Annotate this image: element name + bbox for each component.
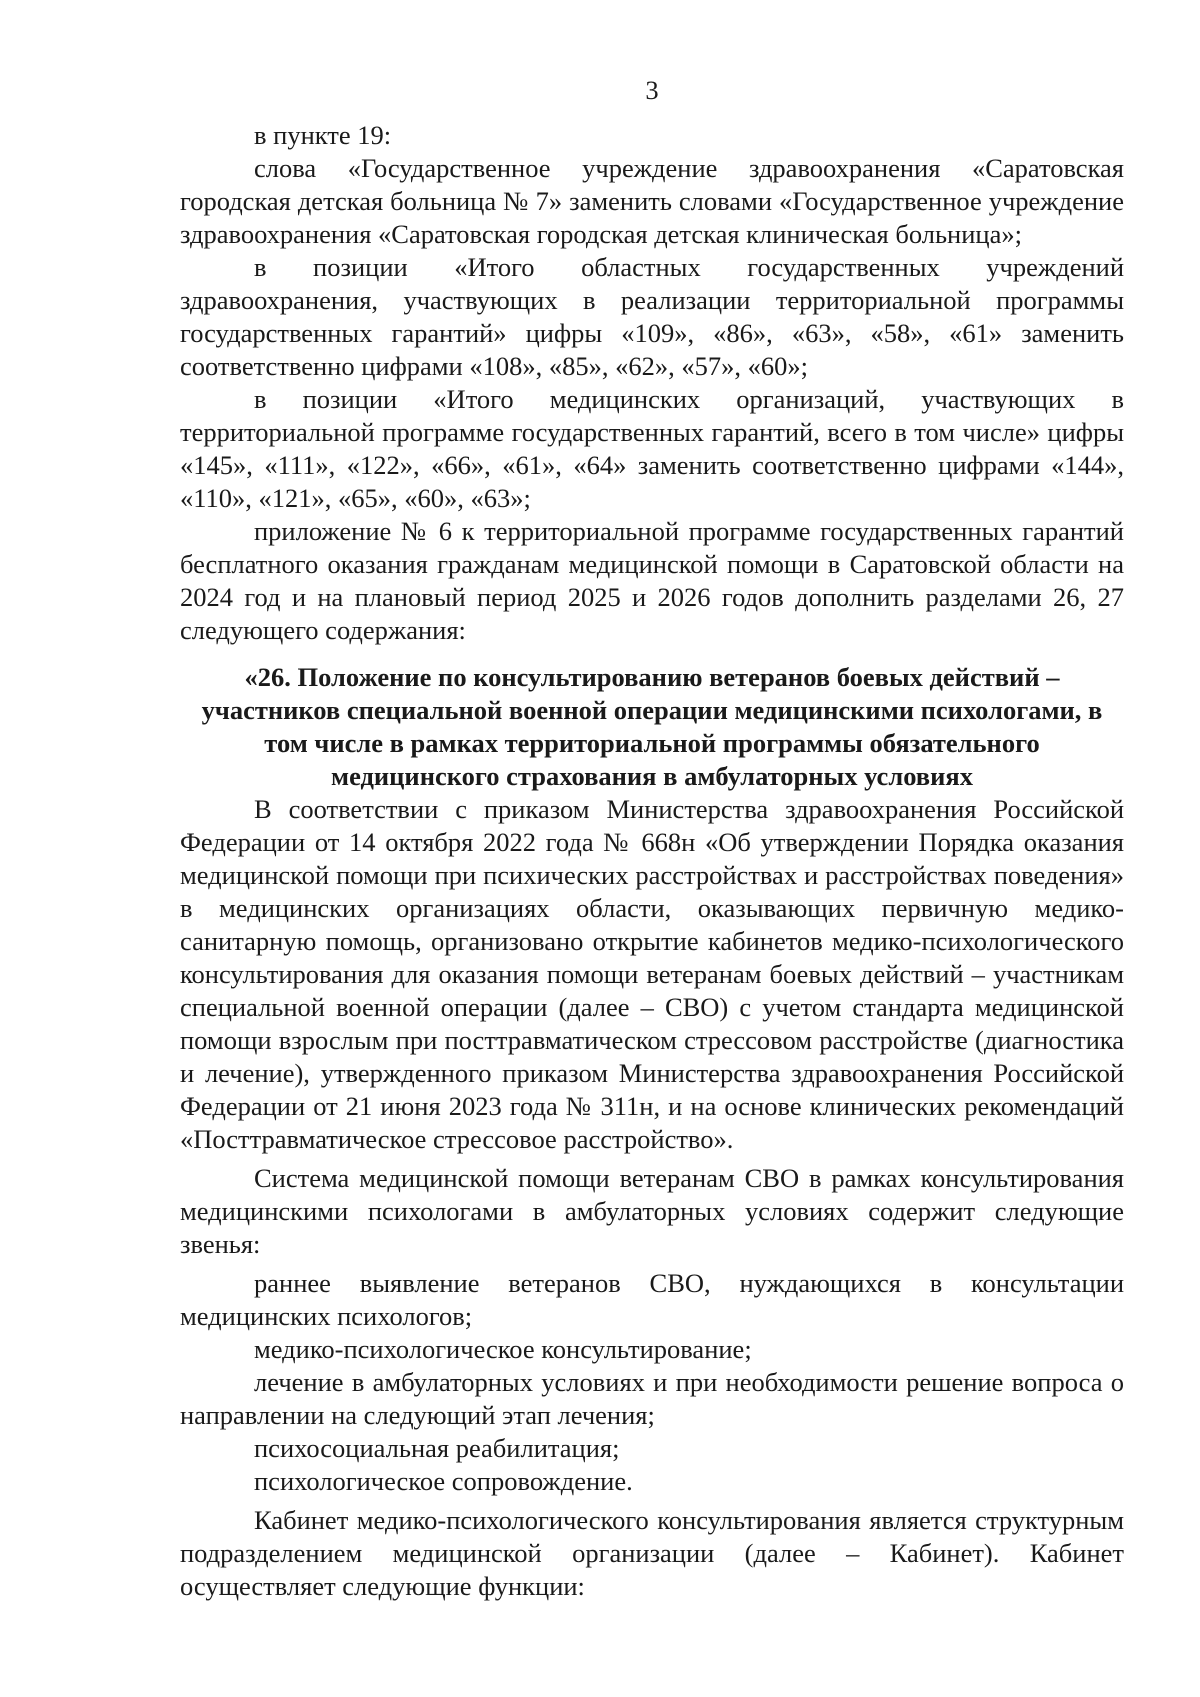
page-number [180,74,1124,107]
paragraph-system-links: Система медицинской помощи ветеранам СВО в рамках консультирования медицинскими психологами в амбулаторных условиях содержит следующие звенья: [180,1163,1124,1259]
list-item-consulting: медико-психологическое консультирование; [254,1334,752,1364]
section-heading-26: «26. Положение по консультированию ветеранов боевых действий – участников специальной военной операции медицинскими психологами, в том числе в рамках территориальной программы обязательного медицинского страхования в амбулаторных условиях [201,662,1103,791]
paragraph-appendix-6: приложение № 6 к территориальной программе государственных гарантий бесплатного оказания гражданам медицинской помощи в Саратовской области на 2024 год и на плановый период 2025 и 2026 годов дополнить разделами 26, 27 следующего содержания: [180,516,1124,645]
paragraph-total-medical: в позиции «Итого медицинских организаций, участвующих в территориальной программе государственных гарантий, всего в том числе» цифры «145», «111», «122», «66», «61», «64» заменить соответственно цифрами «144», «110», «121», «65», «60», «63»; [180,384,1124,513]
paragraph-item-19: в пункте 19: [254,120,392,150]
paragraph-order-reference: В соответствии с приказом Министерства здравоохранения Российской Федерации от 14 октября 2022 года № 668н «Об утверждении Порядка оказания медицинской помощи при психических расстройствах и расстройствах поведения» в медицинских организациях области, оказывающих первичную медико-санитарную помощь, организовано открытие кабинетов медико-психологического консультирования для оказания помощи ветеранам боевых действий – участникам специальной военной операции (далее – СВО) с учетом стандарта медицинской помощи взрослым при посттравматическом стрессовом расстройстве (диагностика и лечение), утвержденного приказом Министерства здравоохранения Российской Федерации от 21 июня 2023 года № 311н, и на основе клинических рекомендаций «Посттравматическое стрессовое расстройство». [180,794,1124,1154]
list-item-outpatient-treatment: лечение в амбулаторных условиях и при необходимости решение вопроса о направлении на следующий этап лечения; [180,1367,1124,1430]
page-number-text: 3 [645,75,659,105]
paragraph-total-regional: в позиции «Итого областных государственных учреждений здравоохранения, участвующих в реализации территориальной программы государственных гарантий» цифры «109», «86», «63», «58», «61» заменить соответственно цифрами «108», «85», «62», «57», «60»; [180,252,1124,381]
list-item-rehabilitation: психосоциальная реабилитация; [254,1433,620,1463]
paragraph-words-replacement: слова «Государственное учреждение здравоохранения «Саратовская городская детская больница № 7» заменить словами «Государственное учреждение здравоохранения «Саратовская городская детская клиническая больница»; [180,153,1124,249]
paragraph-cabinet-functions: Кабинет медико-психологического консультирования является структурным подразделением медицинской организации (далее – Кабинет). Кабинет осуществляет следующие функции: [180,1505,1124,1601]
list-item-early-detection: раннее выявление ветеранов СВО, нуждающихся в консультации медицинских психологов; [180,1268,1124,1331]
list-item-support: психологическое сопровождение. [254,1466,633,1496]
